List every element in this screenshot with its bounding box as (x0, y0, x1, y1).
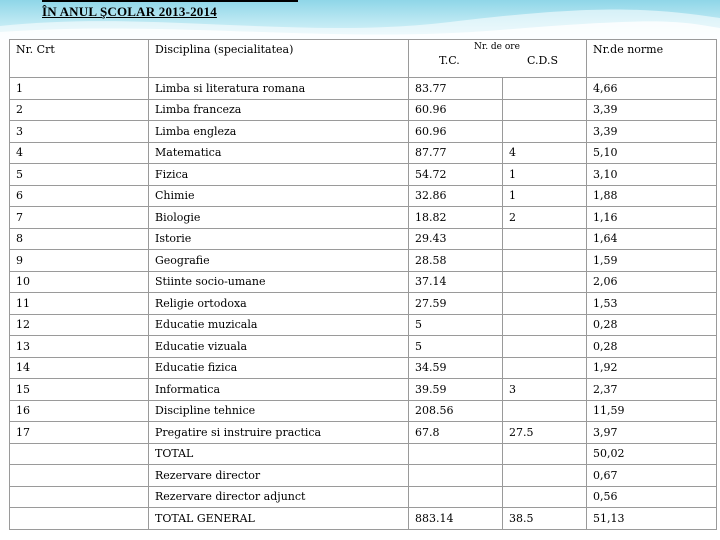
row-disciplina: Educatie fizica (149, 357, 409, 379)
row-cds: 1 (503, 185, 587, 207)
total-norme: 0,67 (587, 465, 717, 487)
row-nr: 8 (10, 228, 149, 250)
row-norme: 3,39 (587, 121, 717, 143)
row-cds (503, 78, 587, 100)
total-empty (10, 465, 149, 487)
row-cds: 4 (503, 142, 587, 164)
row-tc: 54.72 (409, 164, 503, 186)
row-disciplina: Istorie (149, 228, 409, 250)
table-row (10, 250, 717, 272)
table-row (10, 78, 717, 100)
total-tc: 883.14 (409, 508, 503, 530)
table-row (10, 142, 717, 164)
row-norme: 3,39 (587, 99, 717, 121)
table-row (10, 293, 717, 315)
row-norme: 2,37 (587, 379, 717, 401)
total-label: TOTAL GENERAL (149, 508, 409, 530)
row-nr: 13 (10, 336, 149, 358)
header-nr-crt: Nr. Crt (10, 40, 149, 78)
row-norme: 3,97 (587, 422, 717, 444)
table-row (10, 99, 717, 121)
row-cds (503, 228, 587, 250)
row-cds: 1 (503, 164, 587, 186)
row-tc: 5 (409, 314, 503, 336)
row-tc: 5 (409, 336, 503, 358)
table-row (10, 185, 717, 207)
total-cds (503, 465, 587, 487)
table-row (10, 422, 717, 444)
row-disciplina: Biologie (149, 207, 409, 229)
row-nr: 7 (10, 207, 149, 229)
total-empty (10, 508, 149, 530)
row-tc: 83.77 (409, 78, 503, 100)
total-norme: 51,13 (587, 508, 717, 530)
row-norme: 1,88 (587, 185, 717, 207)
row-disciplina: Fizica (149, 164, 409, 186)
total-row (10, 508, 717, 530)
table-row (10, 336, 717, 358)
table-row (10, 314, 717, 336)
table-row (10, 207, 717, 229)
row-norme: 11,59 (587, 400, 717, 422)
row-norme: 1,16 (587, 207, 717, 229)
row-disciplina: Discipline tehnice (149, 400, 409, 422)
total-label: TOTAL (149, 443, 409, 465)
header-disciplina: Disciplina (specialitatea) (149, 40, 409, 78)
total-label: Rezervare director adjunct (149, 486, 409, 508)
table-row (10, 228, 717, 250)
row-norme: 1,53 (587, 293, 717, 315)
row-cds (503, 357, 587, 379)
row-nr: 2 (10, 99, 149, 121)
table-row (10, 271, 717, 293)
row-disciplina: Chimie (149, 185, 409, 207)
row-nr: 17 (10, 422, 149, 444)
row-nr: 1 (10, 78, 149, 100)
total-cds (503, 486, 587, 508)
total-row (10, 465, 717, 487)
row-nr: 16 (10, 400, 149, 422)
row-tc: 39.59 (409, 379, 503, 401)
row-tc: 28.58 (409, 250, 503, 272)
row-norme: 4,66 (587, 78, 717, 100)
norme-table (9, 39, 717, 530)
row-tc: 37.14 (409, 271, 503, 293)
row-nr: 9 (10, 250, 149, 272)
row-cds (503, 250, 587, 272)
total-tc (409, 443, 503, 465)
row-cds (503, 121, 587, 143)
row-nr: 12 (10, 314, 149, 336)
total-tc (409, 486, 503, 508)
table-header-row (10, 40, 717, 78)
row-norme: 3,10 (587, 164, 717, 186)
row-disciplina: Educatie muzicala (149, 314, 409, 336)
row-disciplina: Informatica (149, 379, 409, 401)
row-cds (503, 271, 587, 293)
row-tc: 87.77 (409, 142, 503, 164)
row-norme: 1,59 (587, 250, 717, 272)
row-nr: 5 (10, 164, 149, 186)
row-cds (503, 336, 587, 358)
row-tc: 60.96 (409, 121, 503, 143)
row-cds (503, 314, 587, 336)
total-empty (10, 443, 149, 465)
total-label: Rezervare director (149, 465, 409, 487)
table-row (10, 164, 717, 186)
title-rule (42, 0, 298, 2)
row-tc: 18.82 (409, 207, 503, 229)
row-norme: 2,06 (587, 271, 717, 293)
table-row (10, 379, 717, 401)
row-nr: 11 (10, 293, 149, 315)
row-tc: 27.59 (409, 293, 503, 315)
row-cds (503, 99, 587, 121)
row-disciplina: Stiinte socio-umane (149, 271, 409, 293)
row-nr: 10 (10, 271, 149, 293)
row-disciplina: Geografie (149, 250, 409, 272)
total-row (10, 443, 717, 465)
row-disciplina: Limba si literatura romana (149, 78, 409, 100)
header-cds: C.D.S (527, 54, 558, 67)
total-tc (409, 465, 503, 487)
row-disciplina: Limba engleza (149, 121, 409, 143)
row-disciplina: Pregatire si instruire practica (149, 422, 409, 444)
page-title: ÎN ANUL ŞCOLAR 2013-2014 (42, 4, 217, 19)
row-cds (503, 400, 587, 422)
row-tc: 60.96 (409, 99, 503, 121)
total-cds (503, 443, 587, 465)
row-nr: 4 (10, 142, 149, 164)
table-row (10, 400, 717, 422)
row-norme: 5,10 (587, 142, 717, 164)
row-nr: 14 (10, 357, 149, 379)
row-nr: 6 (10, 185, 149, 207)
header-nr-ore (409, 40, 587, 78)
row-disciplina: Matematica (149, 142, 409, 164)
row-cds: 2 (503, 207, 587, 229)
header-tc: T.C. (439, 54, 460, 67)
row-norme: 0,28 (587, 336, 717, 358)
row-nr: 3 (10, 121, 149, 143)
header-nr-norme: Nr.de norme (587, 40, 717, 78)
row-tc: 29.43 (409, 228, 503, 250)
row-cds: 27.5 (503, 422, 587, 444)
row-cds (503, 293, 587, 315)
row-disciplina: Religie ortodoxa (149, 293, 409, 315)
row-norme: 0,28 (587, 314, 717, 336)
row-tc: 32.86 (409, 185, 503, 207)
total-row (10, 486, 717, 508)
row-tc: 208.56 (409, 400, 503, 422)
table-row (10, 121, 717, 143)
total-norme: 0,56 (587, 486, 717, 508)
total-cds: 38.5 (503, 508, 587, 530)
header-nr-ore-title: Nr. de ore (474, 42, 520, 52)
total-norme: 50,02 (587, 443, 717, 465)
row-disciplina: Educatie vizuala (149, 336, 409, 358)
row-tc: 67.8 (409, 422, 503, 444)
table-row (10, 357, 717, 379)
row-disciplina: Limba franceza (149, 99, 409, 121)
row-cds: 3 (503, 379, 587, 401)
row-norme: 1,92 (587, 357, 717, 379)
row-norme: 1,64 (587, 228, 717, 250)
total-empty (10, 486, 149, 508)
row-tc: 34.59 (409, 357, 503, 379)
row-nr: 15 (10, 379, 149, 401)
